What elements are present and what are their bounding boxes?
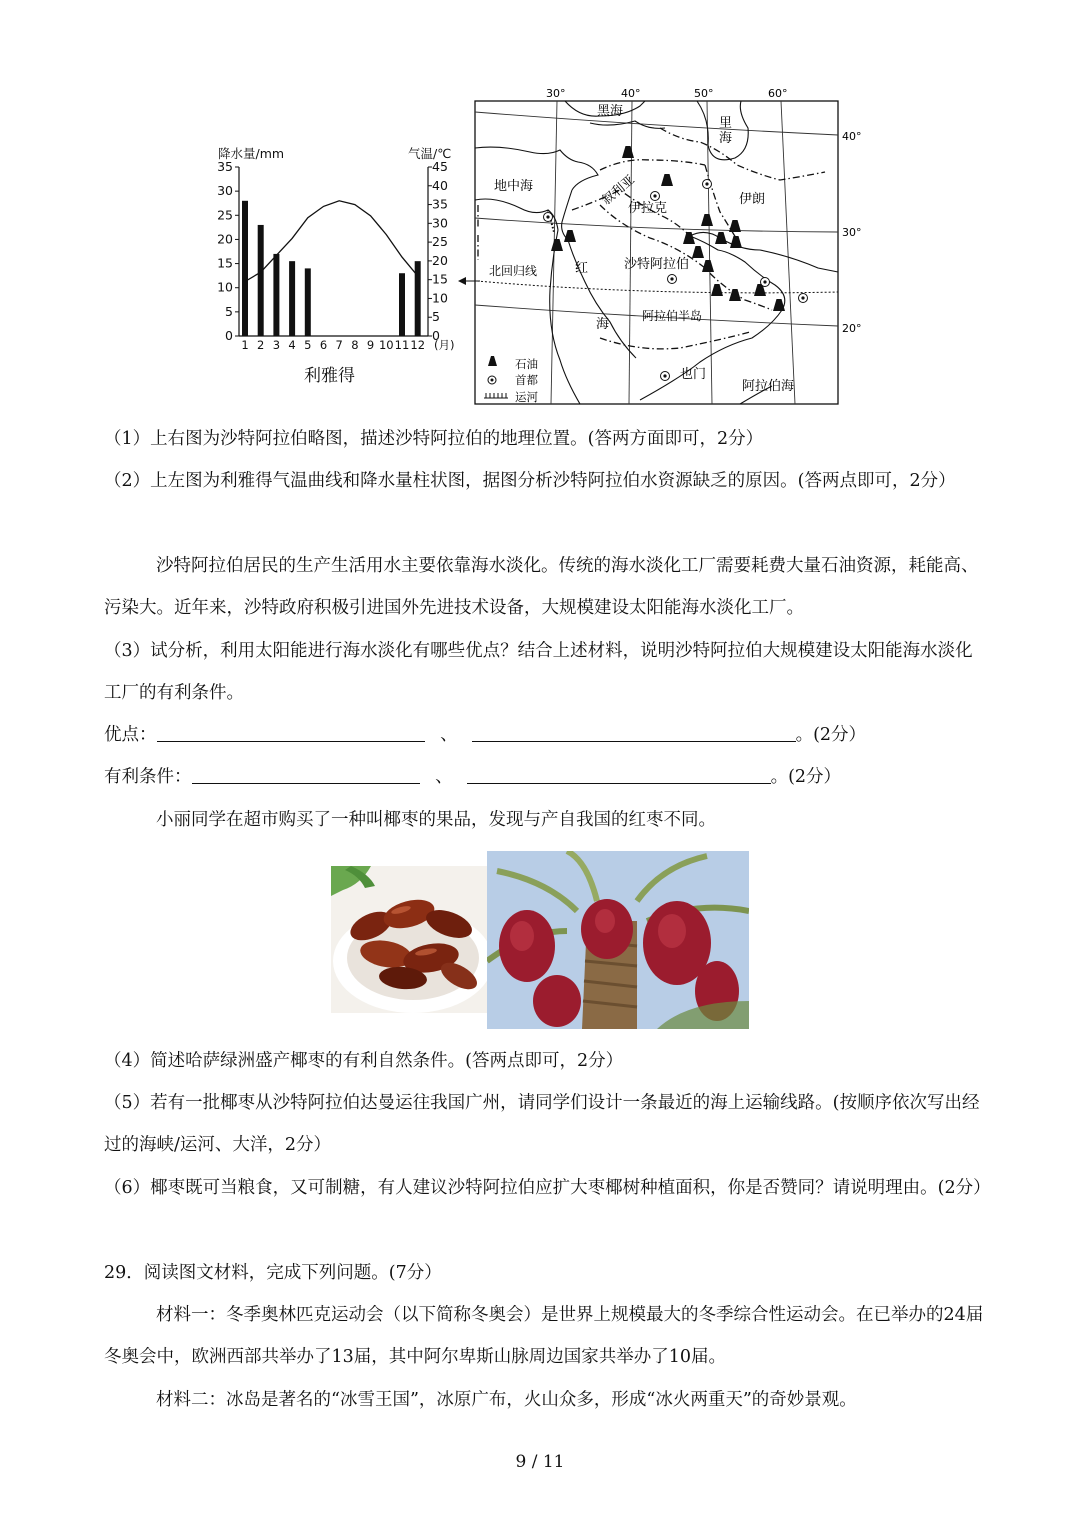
question-6: （6）椰枣既可当粮食，又可制糖，有人建议沙特阿拉伯应扩大枣椰树种植面积，你是否赞同？请说明理由。(2分） xyxy=(104,1178,991,1198)
question-1: （1）上右图为沙特阿拉伯略图，描述沙特阿拉伯的地理位置。(答两方面即可，2分） xyxy=(104,429,764,449)
answer-blank[interactable] xyxy=(192,763,420,784)
label-red-sea: 红 xyxy=(575,261,589,276)
capital-marker-dot xyxy=(801,296,804,299)
label-tropic: 北回归线 xyxy=(489,264,538,278)
material-1: 材料一：冬季奥林匹克运动会（以下简称冬奥会）是世界上规模最大的冬季综合性运动会。在已举办的24届冬奥会中，欧洲西部共举办了13届，其中阿尔卑斯山脉周边国家共举办了10届。 xyxy=(104,1305,984,1367)
lon-label: 30° xyxy=(546,87,566,100)
month-tick-label: 1 xyxy=(241,338,249,352)
month-tick-label: 9 xyxy=(366,338,375,352)
score-suffix: 。(2分） xyxy=(770,767,842,787)
answer-blank[interactable] xyxy=(472,721,796,742)
lon-label: 40° xyxy=(621,87,641,100)
label-arabian-sea: 阿拉伯海 xyxy=(742,379,795,394)
material-dates: 小丽同学在超市购买了一种叫椰枣的果品，发现与产自我国的红枣不同。 xyxy=(156,810,716,830)
answer-blank[interactable] xyxy=(467,763,771,784)
temp-tick-label: 40 xyxy=(432,177,448,193)
temp-tick-label: 15 xyxy=(432,271,448,287)
capital-marker-dot xyxy=(705,182,708,185)
date-palm-photo xyxy=(487,851,749,1029)
label-saudi: 沙特阿拉伯 xyxy=(624,257,690,272)
question-29: 29．阅读图文材料，完成下列问题。(7分） xyxy=(104,1263,442,1283)
lon-label: 60° xyxy=(768,87,788,100)
month-tick-label: 7 xyxy=(335,338,343,352)
month-tick-label: 4 xyxy=(288,338,296,352)
precip-tick-label: 25 xyxy=(217,207,233,223)
temp-tick-label: 20 xyxy=(432,252,448,268)
dates-bowl-image xyxy=(331,866,487,1013)
question-4: （4）简述哈萨绿洲盛产椰枣的有利自然条件。(答两点即可，2分） xyxy=(104,1051,624,1071)
temp-tick-label: 35 xyxy=(432,196,448,212)
conditions-line xyxy=(104,756,984,798)
capital-marker-dot xyxy=(663,374,666,377)
material-desalination: 沙特阿拉伯居民的生产生活用水主要依靠海水淡化。传统的海水淡化工厂需要耗费大量石油资源，耗能高、污染大。近年来，沙特政府积极引进国外先进技术设备，大规模建设太阳能海水淡化工厂。 xyxy=(104,556,979,618)
capital-marker-dot xyxy=(670,277,673,280)
label-black-sea: 黑海 xyxy=(597,104,624,119)
label-yemen: 也门 xyxy=(680,367,707,382)
lon-label: 50° xyxy=(694,87,714,100)
legend-canal: 运河 xyxy=(515,390,538,404)
saudi-map xyxy=(0,0,1080,420)
label-caspian: 海 xyxy=(719,131,733,146)
dates-bowl-photo xyxy=(331,866,487,1013)
advantages-label: 优点： xyxy=(104,725,157,745)
month-tick-label: 5 xyxy=(304,338,312,352)
temp-axis-label: 气温/℃ xyxy=(408,146,452,161)
question-3: （3）试分析，利用太阳能进行海水淡化有哪些优点？结合上述材料，说明沙特阿拉伯大规模建设太阳能海水淡化工厂的有利条件。 xyxy=(104,641,973,703)
temp-tick-label: 10 xyxy=(432,290,448,306)
precip-tick-label: 5 xyxy=(225,303,233,319)
legend-capital: 首都 xyxy=(515,373,538,387)
precip-tick-label: 35 xyxy=(217,159,233,174)
precip-tick-label: 10 xyxy=(217,279,233,295)
city-name: 利雅得 xyxy=(304,366,355,386)
separator: 、 xyxy=(435,767,453,787)
month-tick-label: 8 xyxy=(351,338,359,352)
month-tick-label: 10 xyxy=(378,338,394,352)
capital-marker-dot xyxy=(653,194,656,197)
temp-tick-label: 5 xyxy=(432,309,440,325)
legend-oil: 石油 xyxy=(515,357,538,371)
precip-tick-label: 30 xyxy=(217,183,233,199)
month-tick-label: 6 xyxy=(319,338,328,352)
month-tick-label: 2 xyxy=(257,338,265,352)
month-unit-label: (月) xyxy=(434,338,455,352)
precip-tick-label: 0 xyxy=(225,328,233,343)
temp-tick-label: 0 xyxy=(432,328,440,343)
precip-tick-label: 20 xyxy=(217,231,233,247)
answer-blank[interactable] xyxy=(157,721,425,742)
material-2: 材料二：冰岛是著名的“冰雪王国”，冰原广布，火山众多，形成“冰火两重天”的奇妙景观。 xyxy=(156,1390,857,1410)
month-tick-label: 12 xyxy=(410,338,426,352)
temp-tick-label: 30 xyxy=(432,215,448,231)
date-palm-image xyxy=(487,851,749,1029)
label-peninsula: 阿拉伯半岛 xyxy=(642,309,703,323)
separator: 、 xyxy=(440,725,458,745)
label-mediterranean: 地中海 xyxy=(494,179,534,194)
month-tick-label: 11 xyxy=(394,338,410,352)
conditions-label: 有利条件： xyxy=(104,767,192,787)
label-syria: 叙利亚 xyxy=(598,171,638,208)
question-2: （2）上左图为利雅得气温曲线和降水量柱状图，据图分析沙特阿拉伯水资源缺乏的原因。(答两点即可，2分） xyxy=(104,471,956,491)
label-iran: 伊朗 xyxy=(739,192,766,207)
score-suffix: 。(2分） xyxy=(795,725,867,745)
question-5: （5）若有一批椰枣从沙特阿拉伯达曼运往我国广州，请同学们设计一条最近的海上运输线路。(按顺序依次写出经过的海峡/运河、大洋，2分） xyxy=(104,1093,980,1155)
capital-marker-dot xyxy=(546,215,549,218)
lat-label: 20° xyxy=(842,322,862,335)
temp-tick-label: 45 xyxy=(432,159,448,174)
month-tick-label: 3 xyxy=(272,338,281,352)
label-caspian: 里 xyxy=(719,116,733,131)
page-number: 9 / 11 xyxy=(515,1452,565,1472)
precip-axis-label: 降水量/mm xyxy=(218,146,285,161)
advantages-line xyxy=(104,714,984,756)
capital-marker-dot xyxy=(763,280,766,283)
label-red-sea: 海 xyxy=(596,317,610,332)
lat-label: 40° xyxy=(842,130,862,143)
lat-label: 30° xyxy=(842,226,862,239)
precip-tick-label: 15 xyxy=(217,255,233,271)
label-iraq: 伊拉克 xyxy=(628,201,668,216)
temp-tick-label: 25 xyxy=(432,234,448,250)
